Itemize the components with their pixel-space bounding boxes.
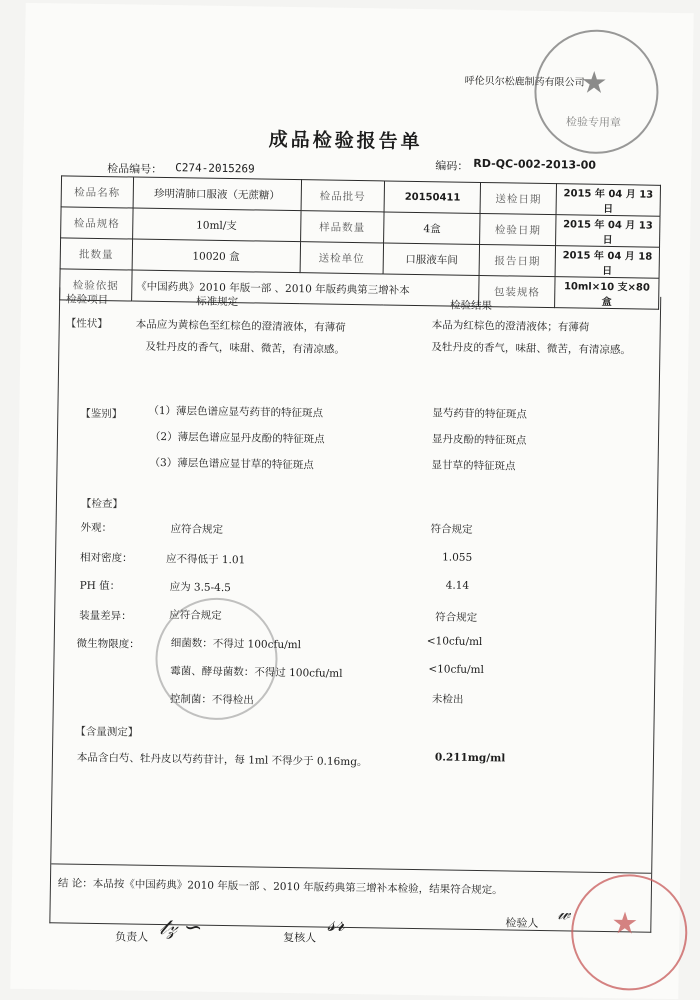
check-standard: 应不得低于 1.01: [165, 553, 246, 567]
check-standard: 细菌数：不得过 100cfu/ml: [170, 637, 302, 652]
seal-text: 检验专用章: [565, 115, 622, 130]
submit-unit-label: 送检单位: [300, 242, 384, 274]
check-result: <10cfu/ml: [428, 663, 485, 677]
batch-qty: 10020 盒: [132, 239, 300, 273]
conclusion-divider: [51, 863, 651, 873]
traits-result: 本品为红棕色的澄清液体；有薄荷: [431, 319, 590, 334]
reviewer-signature: 𝓈𝓇: [327, 911, 345, 937]
batch-number-label: 检品批号: [301, 180, 385, 212]
basis: 《中国药典》2010 年版一部 、2010 年版药典第三增补本: [131, 270, 479, 306]
report-number-label: 检品编号：: [107, 162, 163, 176]
product-name: 珍明清肺口服液（无蔗糖）: [133, 177, 301, 211]
star-icon: ★: [611, 906, 639, 942]
results-body: [49, 287, 661, 932]
sample-qty-label: 样品数量: [300, 211, 384, 243]
star-icon: ★: [580, 65, 608, 101]
identification-standard: （1）薄层色谱应显芍药苷的特征斑点: [148, 404, 324, 420]
basis-label: 检验依据: [60, 269, 132, 301]
identification-result: 显芍药苷的特征斑点: [432, 407, 527, 421]
batch-qty-label: 批数量: [60, 238, 132, 270]
check-name: PH 值：: [79, 579, 121, 593]
check-result: 未检出: [431, 693, 464, 706]
check-standard: 控制菌：不得检出: [169, 693, 254, 707]
company-name: 呼伦贝尔松鹿制药有限公司: [464, 75, 585, 89]
assay-standard: 本品含白芍、牡丹皮以芍药苷计，每 1ml 不得少于 0.16mg。: [76, 751, 368, 769]
report-title: 成品检验报告单: [268, 128, 423, 154]
report-page: [10, 3, 693, 999]
check-name: 相对密度：: [79, 551, 133, 565]
packaging: 10ml×10 支×80 盒: [555, 277, 659, 310]
check-name: 装量差异：: [79, 609, 132, 623]
identification-standard: （3）薄层色谱应显甘草的特征斑点: [149, 456, 314, 472]
inspection-seal-stamp: [533, 29, 659, 155]
packaging-label: 包装规格: [479, 275, 555, 307]
form-code-label: 编码：: [435, 159, 469, 173]
check-section-label: 【检查】: [80, 497, 124, 511]
form-code: RD-QC-002-2013-00: [473, 156, 597, 172]
submit-date-label: 送检日期: [480, 182, 556, 214]
check-standard: 霉菌、酵母菌数：不得过 100cfu/ml: [170, 665, 343, 680]
check-result: 1.055: [442, 551, 473, 564]
inspector-signature: 𝓌: [557, 903, 571, 925]
result-column-header: 检验结果: [449, 299, 493, 313]
reviewer-label: 复核人: [283, 930, 317, 945]
check-result: 4.14: [445, 579, 470, 592]
identification-result: 显甘草的特征斑点: [431, 459, 516, 473]
quality-seal-stamp: [570, 874, 688, 992]
product-name-label: 检品名称: [61, 176, 133, 208]
check-standard: 应符合规定: [170, 523, 224, 536]
sample-qty: 4盒: [384, 212, 480, 245]
report-number: C274-2015269: [175, 161, 255, 176]
standard-column-header: 标准规定: [196, 295, 239, 309]
test-date: 2015 年 04 月 13 日: [556, 215, 660, 248]
report-date: 2015 年 04 月 18 日: [555, 246, 659, 279]
submit-date: 2015 年 04 月 13 日: [556, 184, 660, 217]
traits-section-label: 【性状】: [65, 317, 108, 331]
conclusion: 结 论：本品按《中国药典》2010 年版一部 、2010 年版药典第三增补本检验，结果符合规定。: [57, 877, 503, 897]
responsible-signature: 𝓉𝓏 ∽: [159, 915, 203, 941]
submit-unit: 口服液车间: [383, 243, 479, 276]
traits-standard: 本品应为黄棕色至红棕色的澄清液体，有薄荷: [135, 318, 346, 334]
spec: 10ml/支: [132, 208, 300, 242]
report-date-label: 报告日期: [479, 244, 555, 276]
check-result: <10cfu/ml: [426, 635, 483, 649]
identification-result: 显丹皮酚的特征斑点: [431, 433, 527, 447]
identification-standard: （2）薄层色谱应显丹皮酚的特征斑点: [149, 430, 325, 446]
check-name: 外观：: [80, 521, 113, 535]
assay-section-label: 【含量测定】: [75, 725, 139, 739]
check-standard: 应为 3.5-4.5: [169, 581, 232, 595]
inspector-label: 检验人: [505, 916, 539, 930]
traits-result: 及牡丹皮的香气，味甜、微苦，有清凉感。: [431, 341, 631, 357]
batch-number: 20150411: [384, 181, 480, 214]
assay-result: 0.211mg/ml: [434, 751, 506, 765]
check-standard: 应符合规定: [169, 609, 222, 622]
check-name: 微生物限度：: [76, 637, 140, 651]
spec-label: 检品规格: [61, 207, 133, 239]
responsible-label: 负责人: [115, 930, 149, 944]
check-result: 符合规定: [435, 611, 478, 624]
check-result: 符合规定: [430, 523, 473, 536]
identification-section-label: 【鉴别】: [80, 407, 123, 421]
test-date-label: 检验日期: [480, 213, 556, 245]
item-column-header: 检验项目: [66, 293, 109, 307]
traits-standard: 及牡丹皮的香气，味甜、微苦，有清凉感。: [145, 340, 345, 356]
